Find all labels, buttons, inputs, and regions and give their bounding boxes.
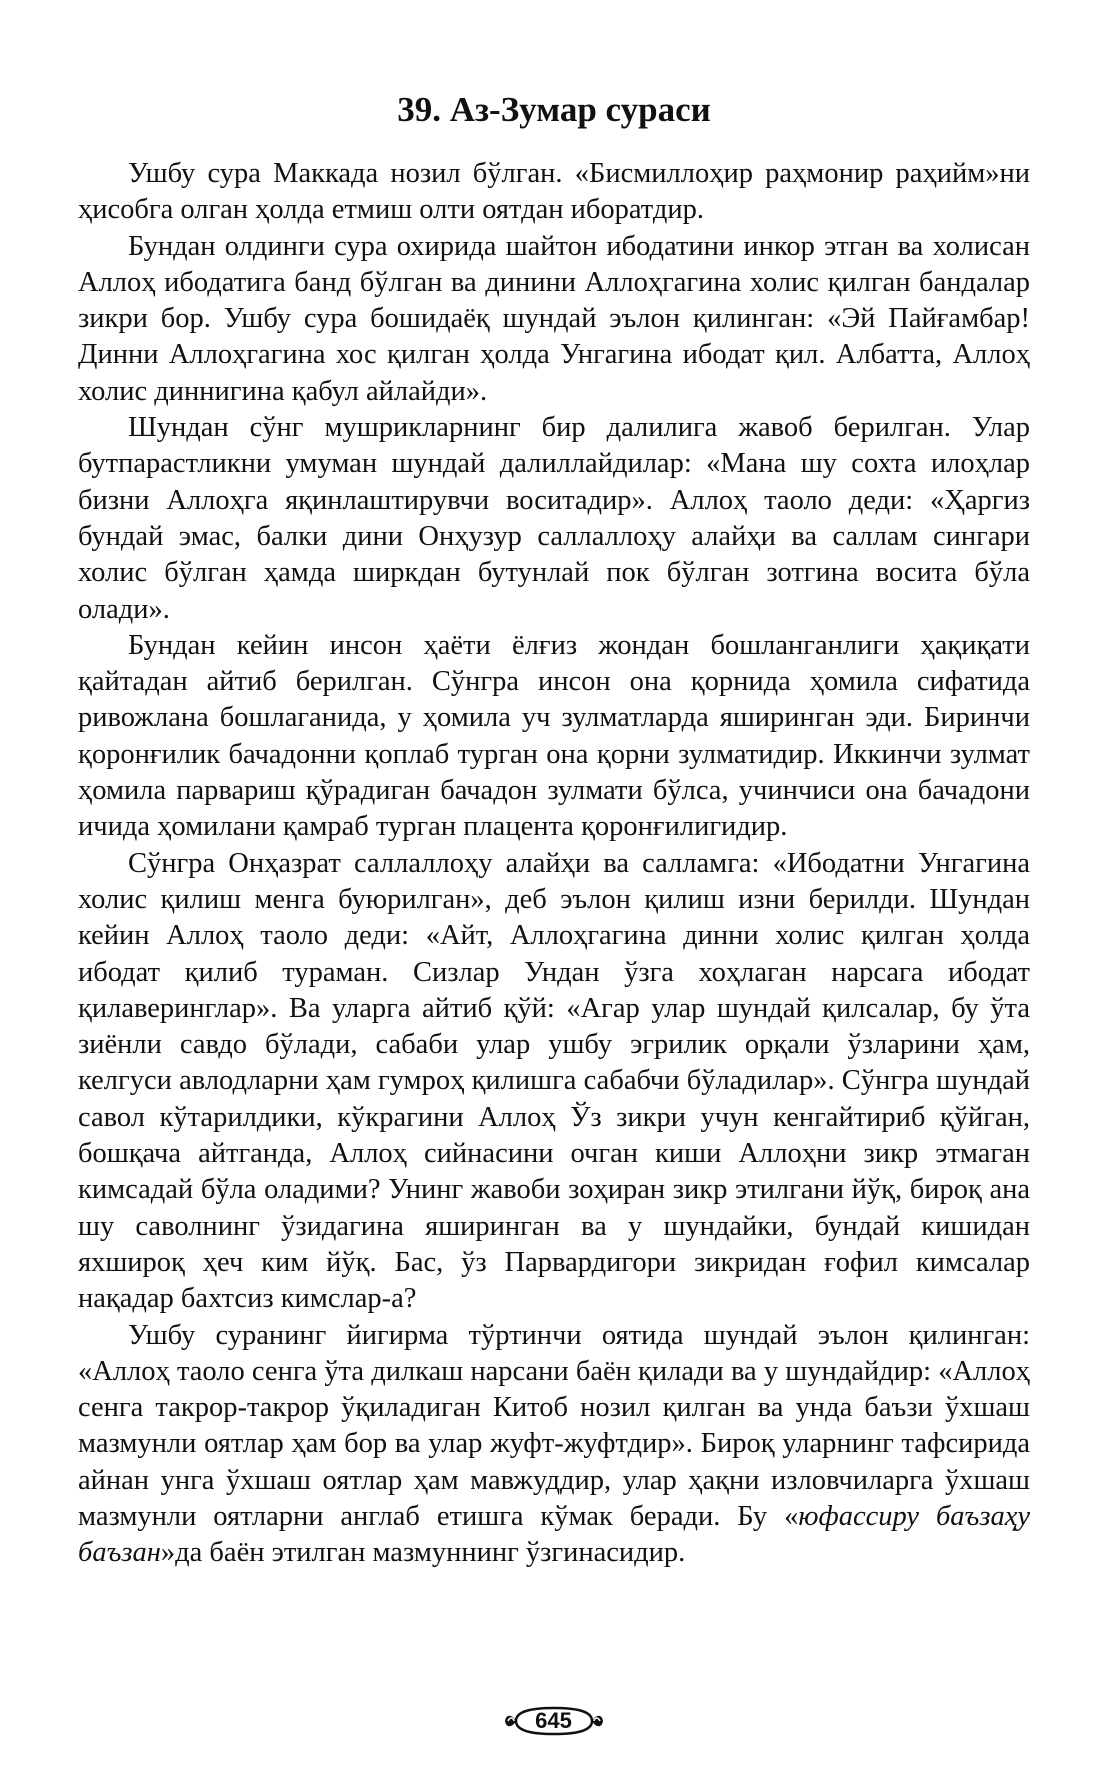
page-number: 645 — [535, 1708, 572, 1733]
italic-term: юфассиру баъзаҳу баъзан — [78, 1500, 1031, 1569]
page-number-ornament — [502, 1702, 606, 1740]
text-span: »да баён этилган мазмуннинг ўзгинасидир. — [160, 1537, 686, 1569]
page-content — [78, 0, 1030, 1572]
text-span: Ушбу суранинг йигирма тўртинчи оятида шундай эълон қилинган: «Аллоҳ таоло сенга ўта дилкаш нарсани баён қилади ва у шундайдир: «Аллоҳ сенга такрор-такрор ўқиладиган Китоб нозил қилган ва унда баъзи ўхшаш мазмунли оятлар ҳам бор ва улар жуфт-жуфтдир». Бироқ уларнинг тафсирида айнан унга ўхшаш оятлар ҳам мавжуддир, улар ҳақни изловчиларга ўхшаш мазмунли оятларни англаб етишга кўмак беради. Бу « — [78, 1319, 1030, 1532]
page-number-footer — [0, 1702, 1107, 1745]
chapter-title: 39. Аз-Зумар сураси — [397, 90, 711, 129]
last-paragraph — [78, 1318, 1030, 1572]
paragraph: Сўнгра Онҳазрат саллаллоҳу алайҳи ва салламга: «Ибодатни Унгагина холис қилиш менга буюрилган», деб эълон қилиш изни берилди. Шундан кейин Аллоҳ таоло деди: «Айт, Аллоҳгагина динни холис қилган ҳолда ибодат қилиб тураман. Сизлар Ундан ўзга хоҳлаган нарсага ибодат қилаверинглар». Ва уларга айтиб қўй: «Агар улар шундай қилсалар, бу ўта зиёнли савдо бўлади, сабаби улар ушбу эгрилик орқали ўзларини ҳам, келгуси авлодларни ҳам гумроҳ қилишга сабабчи бўладилар». Сўнгра шундай савол кўтарилдики, кўкрагини Аллоҳ Ўз зикри учун кенгайтириб қўйган, бошқача айтганда, Аллоҳ сийнасини очган киши Аллоҳни зикр этмаган кимсадай бўла оладими? Унинг жавоби зоҳиран зикр этилгани йўқ, бироқ ана шу саволнинг ўзидагина яширинган ва у шундайки, бундай кишидан яхшироқ ҳеч ким йўқ. Бас, ўз Парвардигори зикридан ғофил кимсалар нақадар бахтсиз кимслар-а? — [78, 847, 1030, 1315]
paragraph: Бундан кейин инсон ҳаёти ёлғиз жондан бошланганлиги ҳақиқати қайтадан айтиб берилган. Сўнгра инсон она қорнида ҳомила сифатида ривожлана бошлаганида, у ҳомила уч зулматларда яширинган эди. Биринчи қоронғилик бачадонни қоплаб турган она қорни зулматидир. Иккинчи зулмат ҳомила парвариш қўрадиган бачадон зулмати бўлса, учинчиси она бачадони ичида ҳомилани қамраб турган плацента қоронғилигидир. — [78, 629, 1030, 843]
paragraph: Ушбу сура Маккада нозил бўлган. «Бисмиллоҳир раҳмонир раҳийм»ни ҳисобга олган ҳолда етмиш олти оятдан иборатдир. — [78, 158, 1030, 226]
paragraph: Бундан олдинги сура охирида шайтон ибодатини инкор этган ва холисан Аллоҳ ибодатига банд бўлган ва динини Аллоҳгагина холис қилган бандалар зикри бор. Ушбу сура бошидаёқ шундай эълон қилинган: «Эй Пайғамбар! Динни Аллоҳгагина хос қилган ҳолда Унгагина ибодат қил. Албатта, Аллоҳ холис диннигина қабул айлайди». — [78, 230, 1030, 407]
paragraph: Шундан сўнг мушрикларнинг бир далилига жавоб берилган. Улар бутпарастликни умуман шундай далиллайдилар: «Мана шу сохта илоҳлар бизни Аллоҳга яқинлаштирувчи воситадир». Аллоҳ таоло деди: «Ҳаргиз бундай эмас, балки дини Онҳузур саллаллоҳу алайҳи ва саллам сингари холис бўлган ҳамда ширкдан бутунлай пок бўлган зотгина восита бўла олади». — [78, 412, 1030, 625]
